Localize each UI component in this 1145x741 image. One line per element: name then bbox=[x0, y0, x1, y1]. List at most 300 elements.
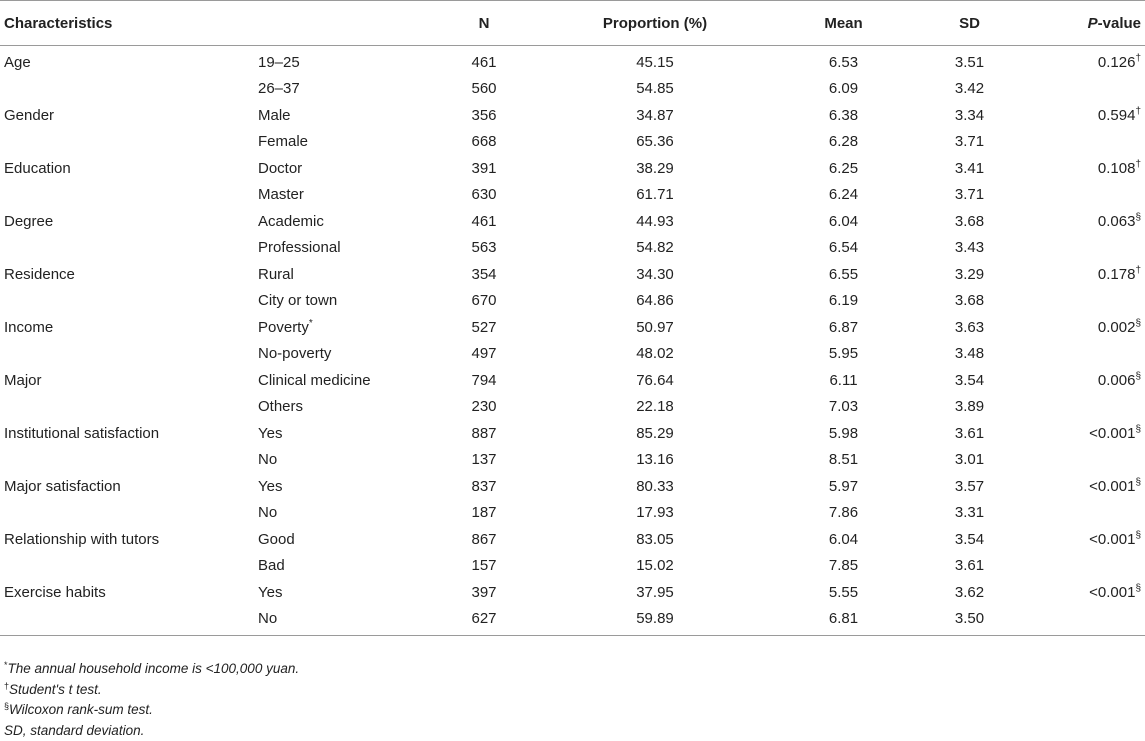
cell-mean bbox=[772, 261, 915, 288]
cell-n bbox=[430, 261, 538, 288]
cell-n bbox=[430, 526, 538, 553]
cell-characteristic-text: Institutional satisfaction bbox=[4, 425, 159, 442]
cell-sd bbox=[915, 208, 1024, 235]
footnote-text: The annual household income is <100,000 yuan. bbox=[8, 661, 300, 676]
cell-n bbox=[430, 235, 538, 262]
cell-p-value-footnote-mark: § bbox=[1135, 530, 1141, 541]
cell-proportion bbox=[538, 553, 772, 580]
table-row bbox=[0, 473, 1145, 500]
header-row bbox=[0, 1, 1145, 46]
cell-n bbox=[430, 473, 538, 500]
cell-p-value bbox=[1024, 473, 1145, 500]
header-sd: SD bbox=[915, 1, 1024, 46]
cell-characteristic bbox=[0, 606, 258, 636]
cell-n-text: 630 bbox=[471, 186, 496, 203]
cell-mean bbox=[772, 208, 915, 235]
cell-p-value-text: 0.178 bbox=[1098, 266, 1136, 283]
cell-p-value-footnote-mark: § bbox=[1135, 424, 1141, 435]
table-header bbox=[0, 1, 1145, 46]
cell-p-value-footnote-mark: † bbox=[1135, 159, 1141, 170]
cell-n-text: 837 bbox=[471, 478, 496, 495]
cell-p-value-text: 0.126 bbox=[1098, 54, 1136, 71]
cell-n-text: 627 bbox=[471, 610, 496, 627]
cell-n-text: 670 bbox=[471, 292, 496, 309]
cell-sd bbox=[915, 473, 1024, 500]
cell-subgroup-text: Others bbox=[258, 398, 303, 415]
cell-sd-text: 3.50 bbox=[955, 610, 984, 627]
cell-p-value bbox=[1024, 367, 1145, 394]
cell-p-value bbox=[1024, 182, 1145, 209]
cell-proportion-text: 76.64 bbox=[636, 372, 674, 389]
cell-mean-text: 6.38 bbox=[829, 107, 858, 124]
cell-n-text: 187 bbox=[471, 504, 496, 521]
cell-subgroup-footnote-mark: * bbox=[309, 318, 313, 329]
header-characteristics: Characteristics bbox=[0, 1, 258, 46]
cell-sd-text: 3.54 bbox=[955, 372, 984, 389]
cell-sd-text: 3.42 bbox=[955, 80, 984, 97]
cell-n-text: 497 bbox=[471, 345, 496, 362]
cell-p-value-text: 0.002 bbox=[1098, 319, 1136, 336]
cell-p-value bbox=[1024, 288, 1145, 315]
cell-mean bbox=[772, 129, 915, 156]
cell-mean-text: 6.04 bbox=[829, 531, 858, 548]
cell-p-value bbox=[1024, 500, 1145, 527]
cell-mean-text: 6.04 bbox=[829, 213, 858, 230]
cell-characteristic bbox=[0, 420, 258, 447]
cell-n-text: 157 bbox=[471, 557, 496, 574]
cell-proportion-text: 34.30 bbox=[636, 266, 674, 283]
cell-sd-text: 3.68 bbox=[955, 292, 984, 309]
cell-subgroup bbox=[258, 526, 430, 553]
cell-proportion bbox=[538, 208, 772, 235]
footnote-mark: † bbox=[4, 681, 9, 691]
cell-subgroup-text: Good bbox=[258, 531, 295, 548]
cell-mean-text: 6.25 bbox=[829, 160, 858, 177]
cell-p-value-footnote-mark: § bbox=[1135, 583, 1141, 594]
cell-mean-text: 6.53 bbox=[829, 54, 858, 71]
cell-proportion-text: 34.87 bbox=[636, 107, 674, 124]
cell-subgroup bbox=[258, 208, 430, 235]
table-row bbox=[0, 76, 1145, 103]
cell-sd bbox=[915, 500, 1024, 527]
header-mean: Mean bbox=[772, 1, 915, 46]
cell-proportion bbox=[538, 261, 772, 288]
cell-sd bbox=[915, 288, 1024, 315]
cell-characteristic bbox=[0, 155, 258, 182]
cell-proportion-text: 83.05 bbox=[636, 531, 674, 548]
table-row bbox=[0, 526, 1145, 553]
cell-n bbox=[430, 46, 538, 76]
cell-subgroup-text: No bbox=[258, 504, 277, 521]
cell-subgroup-text: Master bbox=[258, 186, 304, 203]
cell-sd bbox=[915, 46, 1024, 76]
cell-subgroup bbox=[258, 367, 430, 394]
cell-proportion-text: 54.82 bbox=[636, 239, 674, 256]
table-row bbox=[0, 341, 1145, 368]
cell-sd-text: 3.34 bbox=[955, 107, 984, 124]
cell-n-text: 527 bbox=[471, 319, 496, 336]
footnote-mark: * bbox=[4, 660, 8, 670]
cell-characteristic-text: Exercise habits bbox=[4, 584, 106, 601]
header-subgroup bbox=[258, 1, 430, 46]
cell-sd bbox=[915, 235, 1024, 262]
cell-sd bbox=[915, 394, 1024, 421]
cell-sd bbox=[915, 182, 1024, 209]
cell-n-text: 397 bbox=[471, 584, 496, 601]
table-body bbox=[0, 46, 1145, 636]
footnote-mark: § bbox=[4, 701, 9, 711]
cell-subgroup bbox=[258, 553, 430, 580]
cell-proportion-text: 80.33 bbox=[636, 478, 674, 495]
cell-p-value bbox=[1024, 76, 1145, 103]
cell-sd bbox=[915, 606, 1024, 636]
cell-p-value bbox=[1024, 208, 1145, 235]
cell-sd-text: 3.43 bbox=[955, 239, 984, 256]
cell-characteristic-text: Degree bbox=[4, 213, 53, 230]
cell-p-value bbox=[1024, 606, 1145, 636]
cell-sd-text: 3.51 bbox=[955, 54, 984, 71]
cell-sd-text: 3.41 bbox=[955, 160, 984, 177]
cell-subgroup bbox=[258, 235, 430, 262]
cell-p-value bbox=[1024, 553, 1145, 580]
cell-mean-text: 6.24 bbox=[829, 186, 858, 203]
cell-subgroup-text: Doctor bbox=[258, 160, 302, 177]
cell-subgroup bbox=[258, 261, 430, 288]
cell-n-text: 461 bbox=[471, 54, 496, 71]
cell-proportion bbox=[538, 288, 772, 315]
cell-mean-text: 5.55 bbox=[829, 584, 858, 601]
cell-subgroup-text: Poverty bbox=[258, 319, 309, 336]
cell-characteristic bbox=[0, 46, 258, 76]
cell-n-text: 867 bbox=[471, 531, 496, 548]
cell-mean bbox=[772, 76, 915, 103]
cell-proportion bbox=[538, 182, 772, 209]
cell-sd bbox=[915, 261, 1024, 288]
table-footnotes bbox=[4, 659, 299, 741]
cell-subgroup bbox=[258, 341, 430, 368]
cell-sd-text: 3.54 bbox=[955, 531, 984, 548]
cell-sd-text: 3.61 bbox=[955, 425, 984, 442]
cell-proportion-text: 48.02 bbox=[636, 345, 674, 362]
cell-proportion-text: 85.29 bbox=[636, 425, 674, 442]
cell-sd bbox=[915, 155, 1024, 182]
cell-sd bbox=[915, 102, 1024, 129]
table-row bbox=[0, 553, 1145, 580]
cell-mean bbox=[772, 526, 915, 553]
cell-p-value-footnote-mark: † bbox=[1135, 106, 1141, 117]
cell-sd bbox=[915, 341, 1024, 368]
cell-proportion-text: 65.36 bbox=[636, 133, 674, 150]
cell-p-value bbox=[1024, 420, 1145, 447]
cell-p-value bbox=[1024, 314, 1145, 341]
table-row bbox=[0, 314, 1145, 341]
cell-subgroup bbox=[258, 500, 430, 527]
cell-proportion-text: 38.29 bbox=[636, 160, 674, 177]
cell-characteristic-text: Relationship with tutors bbox=[4, 531, 159, 548]
cell-subgroup-text: Yes bbox=[258, 425, 282, 442]
cell-characteristic-text: Major satisfaction bbox=[4, 478, 121, 495]
cell-characteristic-text: Gender bbox=[4, 107, 54, 124]
cell-proportion bbox=[538, 579, 772, 606]
cell-sd bbox=[915, 129, 1024, 156]
cell-characteristic bbox=[0, 261, 258, 288]
cell-characteristic-text: Income bbox=[4, 319, 53, 336]
cell-subgroup-text: No bbox=[258, 610, 277, 627]
cell-p-value bbox=[1024, 129, 1145, 156]
cell-subgroup-text: No-poverty bbox=[258, 345, 331, 362]
cell-sd-text: 3.48 bbox=[955, 345, 984, 362]
cell-mean-text: 7.03 bbox=[829, 398, 858, 415]
cell-mean bbox=[772, 473, 915, 500]
cell-subgroup-text: 26–37 bbox=[258, 80, 300, 97]
cell-n bbox=[430, 606, 538, 636]
cell-proportion-text: 54.85 bbox=[636, 80, 674, 97]
cell-p-value-footnote-mark: § bbox=[1135, 371, 1141, 382]
cell-n bbox=[430, 76, 538, 103]
cell-sd-text: 3.01 bbox=[955, 451, 984, 468]
cell-proportion bbox=[538, 129, 772, 156]
cell-mean bbox=[772, 182, 915, 209]
cell-proportion bbox=[538, 341, 772, 368]
cell-proportion bbox=[538, 447, 772, 474]
cell-n bbox=[430, 447, 538, 474]
cell-n-text: 461 bbox=[471, 213, 496, 230]
cell-mean-text: 7.86 bbox=[829, 504, 858, 521]
cell-p-value-footnote-mark: § bbox=[1135, 318, 1141, 329]
cell-n-text: 356 bbox=[471, 107, 496, 124]
cell-p-value-footnote-mark: † bbox=[1135, 265, 1141, 276]
cell-characteristic bbox=[0, 447, 258, 474]
cell-subgroup-text: 19–25 bbox=[258, 54, 300, 71]
cell-characteristic bbox=[0, 367, 258, 394]
cell-p-value bbox=[1024, 447, 1145, 474]
cell-n bbox=[430, 182, 538, 209]
cell-proportion-text: 22.18 bbox=[636, 398, 674, 415]
cell-subgroup-text: Male bbox=[258, 107, 291, 124]
cell-n bbox=[430, 553, 538, 580]
cell-mean-text: 5.95 bbox=[829, 345, 858, 362]
table-row bbox=[0, 102, 1145, 129]
cell-proportion-text: 37.95 bbox=[636, 584, 674, 601]
cell-n-text: 391 bbox=[471, 160, 496, 177]
footnote-text: Student's t test. bbox=[9, 682, 102, 697]
table-row bbox=[0, 367, 1145, 394]
cell-mean bbox=[772, 394, 915, 421]
cell-n bbox=[430, 288, 538, 315]
cell-p-value bbox=[1024, 235, 1145, 262]
cell-sd bbox=[915, 553, 1024, 580]
cell-characteristic bbox=[0, 288, 258, 315]
cell-proportion-text: 61.71 bbox=[636, 186, 674, 203]
cell-p-value bbox=[1024, 341, 1145, 368]
footnote bbox=[4, 659, 299, 680]
cell-mean-text: 6.11 bbox=[829, 372, 857, 389]
cell-mean-text: 6.28 bbox=[829, 133, 858, 150]
cell-p-value bbox=[1024, 394, 1145, 421]
table-row bbox=[0, 46, 1145, 76]
cell-subgroup-text: Professional bbox=[258, 239, 341, 256]
cell-n-text: 560 bbox=[471, 80, 496, 97]
cell-sd bbox=[915, 526, 1024, 553]
cell-mean bbox=[772, 553, 915, 580]
table-row bbox=[0, 579, 1145, 606]
cell-n-text: 354 bbox=[471, 266, 496, 283]
cell-mean-text: 6.54 bbox=[829, 239, 858, 256]
cell-subgroup-text: Yes bbox=[258, 584, 282, 601]
cell-mean bbox=[772, 341, 915, 368]
table-row bbox=[0, 394, 1145, 421]
footnote bbox=[4, 680, 299, 701]
cell-proportion-text: 13.16 bbox=[636, 451, 674, 468]
cell-subgroup-text: No bbox=[258, 451, 277, 468]
cell-n bbox=[430, 102, 538, 129]
cell-proportion-text: 50.97 bbox=[636, 319, 674, 336]
cell-mean-text: 5.98 bbox=[829, 425, 858, 442]
cell-characteristic bbox=[0, 314, 258, 341]
cell-n bbox=[430, 420, 538, 447]
cell-proportion-text: 17.93 bbox=[636, 504, 674, 521]
table-row bbox=[0, 447, 1145, 474]
table-row bbox=[0, 288, 1145, 315]
cell-mean bbox=[772, 288, 915, 315]
cell-characteristic bbox=[0, 76, 258, 103]
cell-p-value-text: 0.006 bbox=[1098, 372, 1136, 389]
cell-characteristic-text: Education bbox=[4, 160, 71, 177]
header-proportion: Proportion (%) bbox=[538, 1, 772, 46]
cell-sd-text: 3.63 bbox=[955, 319, 984, 336]
cell-mean bbox=[772, 579, 915, 606]
cell-subgroup bbox=[258, 129, 430, 156]
cell-characteristic bbox=[0, 579, 258, 606]
cell-characteristic bbox=[0, 500, 258, 527]
cell-proportion bbox=[538, 76, 772, 103]
cell-n bbox=[430, 208, 538, 235]
cell-proportion bbox=[538, 420, 772, 447]
cell-proportion bbox=[538, 526, 772, 553]
cell-n bbox=[430, 367, 538, 394]
cell-characteristic bbox=[0, 129, 258, 156]
header-p-value bbox=[1024, 1, 1145, 46]
cell-mean-text: 6.81 bbox=[829, 610, 858, 627]
cell-mean-text: 6.55 bbox=[829, 266, 858, 283]
cell-p-value-text: 0.108 bbox=[1098, 160, 1136, 177]
cell-characteristic bbox=[0, 553, 258, 580]
cell-subgroup-text: Bad bbox=[258, 557, 285, 574]
cell-sd-text: 3.71 bbox=[955, 186, 984, 203]
cell-mean-text: 5.97 bbox=[829, 478, 858, 495]
cell-characteristic bbox=[0, 341, 258, 368]
cell-n bbox=[430, 500, 538, 527]
cell-n bbox=[430, 579, 538, 606]
cell-mean-text: 6.87 bbox=[829, 319, 858, 336]
cell-subgroup bbox=[258, 182, 430, 209]
cell-sd-text: 3.31 bbox=[955, 504, 984, 521]
header-p-suffix: -value bbox=[1098, 15, 1141, 32]
cell-mean-text: 7.85 bbox=[829, 557, 858, 574]
cell-proportion bbox=[538, 500, 772, 527]
cell-mean bbox=[772, 46, 915, 76]
cell-subgroup bbox=[258, 76, 430, 103]
cell-p-value-text: <0.001 bbox=[1089, 584, 1135, 601]
cell-subgroup bbox=[258, 447, 430, 474]
cell-proportion bbox=[538, 367, 772, 394]
cell-proportion bbox=[538, 235, 772, 262]
cell-p-value-footnote-mark: † bbox=[1135, 53, 1141, 64]
cell-p-value bbox=[1024, 261, 1145, 288]
cell-mean bbox=[772, 155, 915, 182]
cell-subgroup bbox=[258, 579, 430, 606]
footnote bbox=[4, 721, 299, 741]
cell-n-text: 887 bbox=[471, 425, 496, 442]
cell-n-text: 668 bbox=[471, 133, 496, 150]
cell-sd-text: 3.62 bbox=[955, 584, 984, 601]
cell-subgroup-text: Rural bbox=[258, 266, 294, 283]
cell-subgroup-text: Yes bbox=[258, 478, 282, 495]
table-row bbox=[0, 261, 1145, 288]
cell-characteristic bbox=[0, 526, 258, 553]
cell-mean bbox=[772, 314, 915, 341]
cell-p-value bbox=[1024, 155, 1145, 182]
cell-proportion bbox=[538, 473, 772, 500]
cell-subgroup bbox=[258, 394, 430, 421]
cell-characteristic-text: Age bbox=[4, 54, 31, 71]
cell-p-value-footnote-mark: § bbox=[1135, 212, 1141, 223]
table-row bbox=[0, 208, 1145, 235]
cell-n-text: 794 bbox=[471, 372, 496, 389]
cell-p-value-text: 0.063 bbox=[1098, 213, 1136, 230]
cell-mean bbox=[772, 102, 915, 129]
table-row bbox=[0, 129, 1145, 156]
cell-p-value-text: <0.001 bbox=[1089, 531, 1135, 548]
cell-characteristic bbox=[0, 394, 258, 421]
footnote bbox=[4, 700, 299, 721]
cell-p-value-text: <0.001 bbox=[1089, 425, 1135, 442]
cell-sd-text: 3.61 bbox=[955, 557, 984, 574]
cell-n-text: 230 bbox=[471, 398, 496, 415]
cell-sd-text: 3.68 bbox=[955, 213, 984, 230]
cell-n bbox=[430, 341, 538, 368]
cell-mean bbox=[772, 367, 915, 394]
cell-p-value-text: <0.001 bbox=[1089, 478, 1135, 495]
cell-proportion-text: 64.86 bbox=[636, 292, 674, 309]
cell-sd bbox=[915, 579, 1024, 606]
cell-mean-text: 6.19 bbox=[829, 292, 858, 309]
cell-sd bbox=[915, 76, 1024, 103]
cell-sd-text: 3.57 bbox=[955, 478, 984, 495]
cell-subgroup bbox=[258, 46, 430, 76]
cell-subgroup bbox=[258, 473, 430, 500]
table-row bbox=[0, 235, 1145, 262]
cell-proportion bbox=[538, 102, 772, 129]
table-row bbox=[0, 500, 1145, 527]
cell-n bbox=[430, 314, 538, 341]
cell-subgroup-text: Academic bbox=[258, 213, 324, 230]
cell-characteristic-text: Major bbox=[4, 372, 42, 389]
table-row bbox=[0, 606, 1145, 636]
cell-mean bbox=[772, 500, 915, 527]
cell-n-text: 563 bbox=[471, 239, 496, 256]
cell-sd-text: 3.29 bbox=[955, 266, 984, 283]
cell-p-value-footnote-mark: § bbox=[1135, 477, 1141, 488]
footnote-text: SD, standard deviation. bbox=[4, 723, 144, 738]
cell-n-text: 137 bbox=[471, 451, 496, 468]
cell-proportion bbox=[538, 155, 772, 182]
cell-mean-text: 8.51 bbox=[829, 451, 858, 468]
cell-p-value bbox=[1024, 46, 1145, 76]
cell-mean bbox=[772, 447, 915, 474]
cell-subgroup bbox=[258, 155, 430, 182]
cell-subgroup bbox=[258, 420, 430, 447]
